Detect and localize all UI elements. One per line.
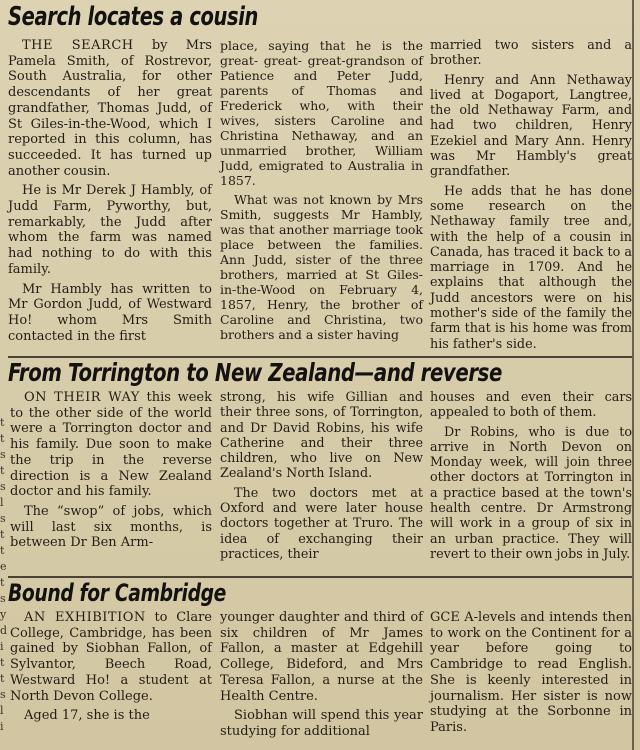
paragraph	[220, 38, 423, 188]
paragraph-text: Aged 17, she is the	[24, 708, 150, 724]
paragraph	[220, 610, 423, 704]
margin-fragment: s	[0, 448, 6, 461]
story-torrington-new-zealand	[8, 358, 632, 576]
paragraph-text: to Clare College, Cambridge, has been gained by Siobhan Fallon, of Sylvantor, Beech Road, Westward Ho! a student at North Devon College.	[10, 610, 212, 704]
paragraph-text: The “swop” of jobs, which will last six months, is between Dr Ben Arm-	[10, 503, 212, 551]
margin-fragment: t	[0, 416, 5, 429]
paragraph	[220, 486, 423, 562]
paragraph	[430, 390, 632, 421]
margin-fragment: i	[0, 640, 4, 653]
margin-fragment: t	[0, 432, 5, 445]
paragraph	[10, 708, 212, 724]
margin-fragment: s	[0, 512, 6, 525]
paragraph-text: married two sisters and a brother.	[430, 38, 632, 69]
paragraph	[430, 610, 632, 736]
paragraph-text: Dr Robins, who is due to arrive in North Devon on Monday week, will join three other doctors at Torrington in a practice based at the town's health centre. Dr Armstrong will work in a group of six in an urban practice. They will revert to their own jobs in July.	[430, 424, 632, 562]
paragraph-text: The two doctors met at Oxford and were later house doctors together at Truro. The idea of exchanging their practices, their	[220, 485, 423, 562]
paragraph-text: this week to the other side of the world were a Torrington doctor and his family. Due soon to make the trip in the reverse direction is a New Zealand doctor and his family.	[10, 390, 212, 500]
margin-fragment: t	[0, 528, 5, 541]
paragraph-text: strong, his wife Gillian and their three sons, of Torrington, and Dr David Robins, his wife Catherine and their three children, who live on New Zealand's North Island.	[220, 390, 423, 482]
story-bound-for-cambridge	[8, 578, 632, 746]
margin-fragment: l	[0, 704, 4, 717]
margin-fragment: s	[0, 688, 6, 701]
paragraph-text: Mr Hambly has written to Mr Gordon Judd, of Westward Ho! whom Mrs Smith contacted in the first	[8, 281, 212, 344]
paragraph-text: houses and even their cars appealed to both of them.	[430, 390, 632, 421]
story3-column-3	[430, 610, 632, 740]
headline-search-locates-cousin: Search locates a cousin	[8, 2, 258, 32]
paragraph	[8, 282, 212, 345]
paragraph	[10, 390, 212, 500]
margin-fragment: s	[0, 480, 6, 493]
margin-fragment: e	[0, 560, 7, 573]
paragraph	[430, 184, 632, 352]
paragraph-text: What was not known by Mrs Smith, suggests Mr Hambly, was that another marriage took place between the families. Ann Judd, sister of the three brothers, married at St Giles-in-the-Wood on February 4, 1857, Henry, the brother of Caroline and Christina, two brothers and a sister having	[220, 192, 423, 342]
paragraph-text: He adds that he has done some research on the Nethaway family tree and, with the help of a cousin in Canada, has traced it back to a marriage in 1709. And he explains that although the Judd ancestors were on his mother's side of the family the farm that is his home was from his father's side.	[430, 183, 632, 352]
story2-column-2	[220, 390, 423, 566]
margin-fragment: t	[0, 544, 5, 557]
margin-fragment: t	[0, 656, 5, 669]
story2-column-1	[10, 390, 212, 555]
headline-torrington-new-zealand: From Torrington to New Zealand—and reverse	[8, 358, 503, 387]
margin-fragment: t	[0, 576, 5, 589]
paragraph-text: He is Mr Derek J Hambly, of Judd Farm, Pyworthy, but, remarkably, the Judd after whom the farm was named had nothing to do with this family.	[8, 183, 212, 277]
paragraph	[430, 73, 632, 180]
margin-fragment: d	[0, 624, 8, 637]
margin-fragments	[0, 415, 6, 735]
lead-in: AN EXHIBITION	[24, 610, 146, 625]
story2-column-3	[430, 390, 632, 566]
column-rule-right	[632, 0, 634, 750]
margin-fragment: s	[0, 592, 6, 605]
headline-bound-for-cambridge: Bound for Cambridge	[8, 579, 226, 607]
paragraph-text: GCE A-levels and intends then to work on the Continent for a year before going to Cambridge to read English. She is keenly interested in journalism. Her sister is now studying at the Sorbonne in Paris.	[430, 610, 632, 735]
paragraph	[10, 610, 212, 704]
story1-column-3	[430, 38, 632, 356]
paragraph-text: Siobhan will spend this year studying for additional	[220, 708, 423, 739]
story3-column-2	[220, 610, 423, 744]
margin-fragment: l	[0, 496, 4, 509]
lead-in: ON THEIR WAY	[24, 390, 140, 405]
story3-column-1	[10, 610, 212, 728]
story1-column-1	[8, 38, 212, 348]
paragraph-text: younger daughter and third of six children of Mr James Fallon, a master at Edgehill College, Bideford, and Mrs Teresa Fallon, a nurse at the Health Centre.	[220, 610, 423, 704]
margin-fragment: t	[0, 672, 5, 685]
paragraph-text: Henry and Ann Nethaway lived at Dogaport, Langtree, the old Nethaway Farm, and had two children, Henry Ezekiel and Mary Ann. Henry was Mr Hambly's great grandfather.	[430, 72, 632, 180]
paragraph-text: by Mrs Pamela Smith, of Rostrevor, South Australia, for other descendants of her great grandfather, Thomas Judd, of St Giles-in-the-Wood, which I reported in this column, has succeeded. It has turned up another cousin.	[8, 38, 212, 179]
paragraph	[430, 425, 632, 563]
margin-fragment: y	[0, 608, 7, 621]
paragraph-text: place, saying that he is the great- great- great-grandson of Patience and Peter Judd, parents of Thomas and Frederick who, with their wives, sisters Caroline and Christina Nethaway, and an unmarried brother, William Judd, emigrated to Australia in 1857.	[220, 38, 423, 188]
story1-column-2	[220, 38, 423, 346]
paragraph	[430, 38, 632, 69]
paragraph	[220, 192, 423, 342]
paragraph	[8, 183, 212, 277]
lead-in: THE SEARCH	[22, 38, 134, 53]
paragraph	[220, 390, 423, 482]
story-search-locates-cousin	[8, 2, 632, 357]
margin-fragment: i	[0, 720, 4, 733]
margin-fragment: t	[0, 464, 5, 477]
paragraph	[8, 38, 212, 179]
paragraph	[10, 504, 212, 551]
paragraph	[220, 708, 423, 739]
